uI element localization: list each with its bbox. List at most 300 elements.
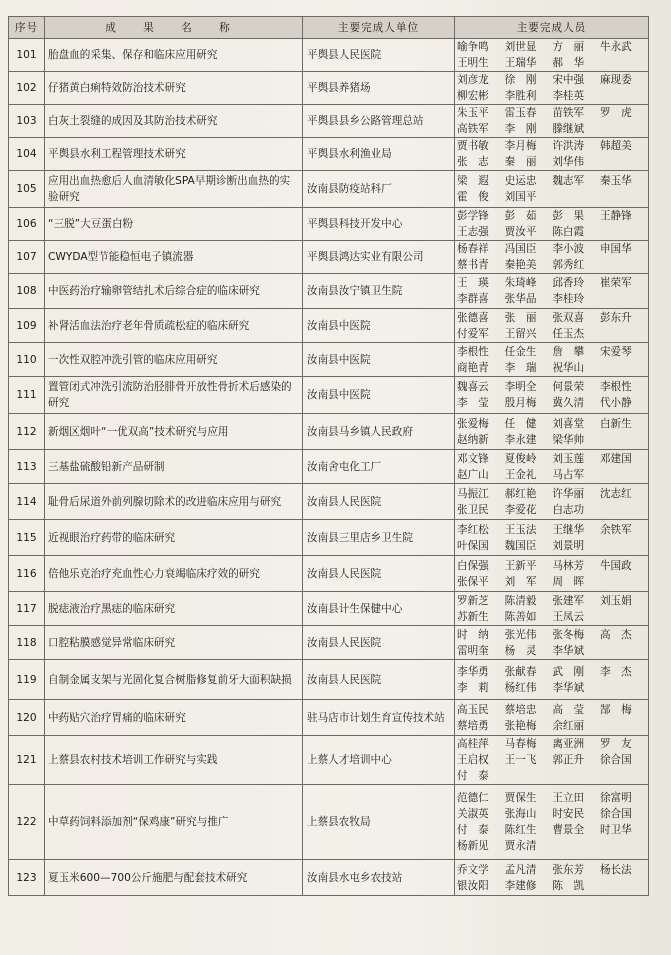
- person-name: 李 瑞: [504, 361, 537, 374]
- table-row: [9, 450, 649, 484]
- row-number: 119: [9, 660, 45, 700]
- empty-slot: [600, 88, 646, 104]
- person-name: 关淑英: [457, 808, 489, 820]
- people-line: [457, 538, 646, 554]
- completing-people: [455, 39, 649, 72]
- person-name: 张华品: [504, 293, 537, 305]
- people-line: [457, 291, 646, 307]
- person-name: 彭 果: [552, 210, 585, 222]
- person-name: 张卫民: [457, 503, 489, 516]
- person-name: 魏喜云: [457, 381, 489, 393]
- person-name: 白保强: [457, 559, 489, 572]
- empty-slot: [600, 574, 646, 590]
- completing-unit: 汝南舍屯化工厂: [303, 450, 455, 484]
- people-line: [457, 643, 646, 659]
- person-name: 滕继斌: [552, 123, 585, 135]
- person-name: 王静锋: [599, 210, 632, 222]
- completing-unit: 汝南县中医院: [303, 377, 455, 414]
- person-name: 刘世显: [504, 41, 537, 53]
- row-number: 109: [9, 309, 45, 343]
- row-number: 102: [9, 72, 45, 105]
- person-name: 李桂玲: [552, 293, 585, 305]
- empty-slot: [600, 224, 646, 240]
- people-line: [457, 241, 646, 257]
- people-line: [457, 121, 646, 137]
- empty-slot: [600, 154, 646, 170]
- person-name: 叶保国: [457, 539, 489, 552]
- table-row: [9, 626, 649, 660]
- person-name: 郜 梅: [599, 703, 632, 716]
- person-name: 沈志红: [599, 487, 632, 500]
- person-name: 李华勇: [457, 665, 489, 678]
- person-name: 杨新见: [457, 840, 489, 852]
- person-name: 郭秀红: [552, 259, 585, 271]
- header-row: [9, 17, 649, 39]
- achievement-title: 新烟区烟叶“一优双高”技术研究与应用: [45, 414, 303, 450]
- achievement-title: 白灰土裂缝的成因及其防治技术研究: [45, 105, 303, 138]
- person-name: 王启权: [457, 754, 489, 766]
- people-line: [457, 189, 646, 205]
- people-line: [457, 664, 646, 680]
- table-row: [9, 105, 649, 138]
- person-name: 宋爱琴: [599, 345, 632, 358]
- people-line: [457, 680, 646, 696]
- person-name: 高 莹: [552, 703, 585, 716]
- table-row: [9, 171, 649, 208]
- person-name: 陈清毅: [504, 594, 537, 607]
- person-name: 刘彦龙: [457, 74, 489, 86]
- person-name: 李华斌: [552, 681, 585, 694]
- person-name: 刘国平: [504, 191, 537, 203]
- person-name: 高 杰: [599, 628, 632, 641]
- person-name: 蔡培勇: [457, 719, 489, 732]
- person-name: 余铁军: [599, 523, 632, 536]
- empty-slot: [600, 55, 646, 71]
- completing-unit: 汝南县人民医院: [303, 556, 455, 592]
- people-line: [457, 257, 646, 273]
- person-name: 王瑞华: [504, 57, 537, 69]
- person-name: 张建军: [552, 594, 585, 607]
- person-name: 商艳青: [457, 361, 489, 374]
- completing-unit: 汝南县三里店乡卫生院: [303, 520, 455, 556]
- empty-slot: [600, 467, 646, 483]
- completing-people: [455, 309, 649, 343]
- person-name: 马振江: [457, 487, 489, 500]
- completing-people: [455, 860, 649, 896]
- people-line: [457, 224, 646, 240]
- person-name: 麻现委: [599, 74, 632, 86]
- person-name: 苗铁军: [552, 107, 585, 119]
- completing-unit: 汝南县中医院: [303, 343, 455, 377]
- people-line: [457, 862, 646, 878]
- person-name: 苏新生: [457, 610, 489, 623]
- achievement-title: 补肾活血法治疗老年骨质疏松症的临床研究: [45, 309, 303, 343]
- people-line: [457, 432, 646, 448]
- row-number: 103: [9, 105, 45, 138]
- person-name: 李根性: [457, 345, 489, 358]
- person-name: 李 莉: [457, 681, 489, 694]
- person-name: 申国华: [599, 243, 632, 255]
- person-name: 宋中强: [552, 74, 585, 86]
- person-name: 秦 丽: [504, 156, 537, 168]
- person-name: 代小静: [599, 397, 632, 409]
- completing-people: [455, 105, 649, 138]
- achievement-title: 脱痣液治疗黑痣的临床研究: [45, 592, 303, 626]
- person-name: 雷玉春: [504, 107, 537, 119]
- person-name: 徐富明: [599, 792, 632, 804]
- person-name: 夏俊岭: [504, 452, 537, 465]
- completing-people: [455, 450, 649, 484]
- person-name: 任 健: [504, 417, 537, 430]
- person-name: 任玉杰: [552, 327, 585, 340]
- person-name: 雷明奎: [457, 644, 489, 657]
- row-number: 104: [9, 138, 45, 171]
- person-name: 周 晖: [552, 575, 585, 588]
- completing-people: [455, 785, 649, 860]
- empty-slot: [600, 432, 646, 448]
- people-line: [457, 752, 646, 768]
- person-name: 白志功: [552, 503, 585, 516]
- people-line: [457, 416, 646, 432]
- person-name: 时 纳: [457, 628, 489, 641]
- table-row: [9, 785, 649, 860]
- empty-slot: [600, 768, 646, 784]
- person-name: 贾书敏: [457, 140, 489, 152]
- completing-unit: 上蔡县农牧局: [303, 785, 455, 860]
- person-name: 李 刚: [504, 123, 537, 135]
- person-name: 张 志: [457, 156, 489, 168]
- people-line: [457, 72, 646, 88]
- person-name: 赵广山: [457, 468, 489, 481]
- person-name: 刘景明: [552, 539, 585, 552]
- empty-slot: [552, 838, 598, 854]
- completing-people: [455, 171, 649, 208]
- achievements-table: [8, 16, 649, 896]
- empty-slot: [600, 360, 646, 376]
- people-line: [457, 105, 646, 121]
- person-name: 张艳梅: [504, 719, 537, 732]
- person-name: 梁 遐: [457, 175, 489, 187]
- achievement-title: 倍他乐克治疗充血性心力衰竭临床疗效的研究: [45, 556, 303, 592]
- person-name: 罗新芝: [457, 594, 489, 607]
- person-name: 高玉民: [457, 703, 489, 716]
- person-name: 彭 茹: [504, 210, 537, 222]
- completing-unit: 汝南县防疫站科厂: [303, 171, 455, 208]
- completing-people: [455, 484, 649, 520]
- people-line: [457, 790, 646, 806]
- person-name: 孟凡清: [504, 863, 537, 876]
- person-name: 李桂英: [552, 90, 585, 102]
- person-name: 王 瑛: [457, 277, 489, 289]
- completing-unit: 平舆县县乡公路管理总站: [303, 105, 455, 138]
- empty-slot: [600, 538, 646, 554]
- empty-slot: [600, 680, 646, 696]
- empty-slot: [600, 326, 646, 342]
- empty-slot: [600, 878, 646, 894]
- row-number: 121: [9, 736, 45, 785]
- person-name: 冯国臣: [504, 243, 537, 255]
- completing-unit: 汝南县计生保健中心: [303, 592, 455, 626]
- row-number: 122: [9, 785, 45, 860]
- people-line: [457, 736, 646, 752]
- person-name: 银汝阳: [457, 879, 489, 892]
- person-name: 张冬梅: [552, 628, 585, 641]
- completing-people: [455, 274, 649, 309]
- person-name: 喻争鸣: [457, 41, 489, 53]
- person-name: 许华丽: [552, 487, 585, 500]
- achievement-title: 胎盘血的采集、保存和临床应用研究: [45, 39, 303, 72]
- person-name: 李月梅: [504, 140, 537, 152]
- person-name: 张双喜: [552, 311, 585, 324]
- row-number: 105: [9, 171, 45, 208]
- person-name: 李小波: [552, 243, 585, 255]
- person-name: 余红丽: [552, 719, 585, 732]
- row-number: 117: [9, 592, 45, 626]
- person-name: 蔡培忠: [504, 703, 537, 716]
- person-name: 贾保生: [504, 792, 537, 804]
- people-line: [457, 627, 646, 643]
- people-line: [457, 486, 646, 502]
- table-row: [9, 241, 649, 274]
- completing-people: [455, 414, 649, 450]
- person-name: 冀久清: [552, 397, 585, 409]
- row-number: 111: [9, 377, 45, 414]
- achievement-title: 平舆县水利工程管理技术研究: [45, 138, 303, 171]
- person-name: 朱琦峰: [504, 277, 537, 289]
- achievement-title: 近视眼治疗药带的临床研究: [45, 520, 303, 556]
- person-name: 秦玉华: [599, 175, 632, 187]
- achievement-title: 置管闭式冲洗引流防治胫腓骨开放性骨折术后感染的研究: [45, 377, 303, 414]
- table-row: [9, 138, 649, 171]
- table-row: [9, 377, 649, 414]
- person-name: 李明全: [504, 381, 537, 393]
- person-name: 王凤云: [552, 610, 585, 623]
- row-number: 114: [9, 484, 45, 520]
- achievement-title: 口腔粘膜感觉异常临床研究: [45, 626, 303, 660]
- person-name: 李胜利: [504, 90, 537, 102]
- person-name: 王玉法: [504, 523, 537, 536]
- person-name: 徐 刚: [504, 74, 537, 86]
- person-name: 李 莹: [457, 397, 489, 409]
- table-row: [9, 860, 649, 896]
- achievement-title: 自制金属支架与光固化复合树脂修复前牙大面积缺损: [45, 660, 303, 700]
- table-row: [9, 484, 649, 520]
- person-name: 张光伟: [504, 628, 537, 641]
- person-name: 王一飞: [504, 754, 537, 766]
- table-row: [9, 414, 649, 450]
- table-row: [9, 72, 649, 105]
- person-name: 马占军: [552, 468, 585, 481]
- people-line: [457, 593, 646, 609]
- person-name: 王金礼: [504, 468, 537, 481]
- person-name: 杨长法: [599, 863, 632, 876]
- people-line: [457, 208, 646, 224]
- person-name: 梁华帅: [552, 433, 585, 446]
- achievement-title: 中草药饲料添加剂“保鸡康”研究与推广: [45, 785, 303, 860]
- row-number: 113: [9, 450, 45, 484]
- row-number: 106: [9, 208, 45, 241]
- person-name: 张海山: [504, 808, 537, 820]
- achievement-title: “三脱”大豆蛋白粉: [45, 208, 303, 241]
- empty-slot: [600, 189, 646, 205]
- header-no: 序号: [9, 17, 45, 39]
- achievement-title: 夏玉米600—700公斤施肥与配套技术研究: [45, 860, 303, 896]
- people-line: [457, 718, 646, 734]
- people-line: [457, 451, 646, 467]
- completing-unit: 汝南县中医院: [303, 309, 455, 343]
- person-name: 魏志军: [552, 175, 585, 187]
- person-name: 王明生: [457, 57, 489, 69]
- achievement-title: 耻骨后尿道外前列腺切除术的改进临床应用与研究: [45, 484, 303, 520]
- person-name: 付爱军: [457, 327, 489, 340]
- person-name: 武 刚: [552, 665, 585, 678]
- people-line: [457, 467, 646, 483]
- people-line: [457, 55, 646, 71]
- person-name: 蔡书青: [457, 259, 489, 271]
- person-name: 牛永武: [599, 41, 632, 53]
- person-name: 李根性: [599, 381, 632, 393]
- achievement-title: 一次性双腔冲洗引管的临床应用研究: [45, 343, 303, 377]
- person-name: 刘玉莲: [552, 452, 585, 465]
- achievement-title: 中医药治疗输卵管结扎术后综合症的临床研究: [45, 274, 303, 309]
- person-name: 牛国政: [599, 559, 632, 572]
- person-name: 李永建: [504, 433, 537, 446]
- people-line: [457, 609, 646, 625]
- person-name: 杨 灵: [504, 644, 537, 657]
- table-row: [9, 39, 649, 72]
- people-line: [457, 275, 646, 291]
- person-name: 刘 军: [504, 575, 537, 588]
- completing-people: [455, 72, 649, 105]
- table-row: [9, 309, 649, 343]
- people-line: [457, 88, 646, 104]
- completing-people: [455, 626, 649, 660]
- completing-unit: 平舆县水利渔业局: [303, 138, 455, 171]
- person-name: 李红松: [457, 523, 489, 536]
- person-name: 付 泰: [457, 770, 489, 782]
- person-name: 郭正升: [552, 754, 585, 766]
- empty-slot: [600, 121, 646, 137]
- people-line: [457, 379, 646, 395]
- person-name: 贾汝平: [504, 226, 537, 238]
- empty-slot: [600, 291, 646, 307]
- completing-people: [455, 343, 649, 377]
- people-line: [457, 395, 646, 411]
- achievement-title: 中药贴穴治疗胃痛的临床研究: [45, 700, 303, 736]
- person-name: 史运忠: [504, 175, 537, 187]
- person-name: 张爱梅: [457, 417, 489, 430]
- completing-unit: 汝南县人民医院: [303, 660, 455, 700]
- empty-slot: [600, 609, 646, 625]
- person-name: 邱香玲: [552, 277, 585, 289]
- completing-people: [455, 660, 649, 700]
- person-name: 白新生: [599, 417, 632, 430]
- people-line: [457, 39, 646, 55]
- person-name: 范德仁: [457, 792, 489, 804]
- row-number: 116: [9, 556, 45, 592]
- person-name: 朱玉平: [457, 107, 489, 119]
- empty-slot: [505, 768, 551, 784]
- row-number: 112: [9, 414, 45, 450]
- person-name: 韩超美: [599, 140, 632, 152]
- header-achievement: 成 果 名 称: [45, 17, 303, 39]
- person-name: 李建修: [504, 879, 537, 892]
- table-body: [9, 39, 649, 896]
- person-name: 方 丽: [552, 41, 585, 53]
- person-name: 高桂萍: [457, 738, 489, 750]
- person-name: 祝华山: [552, 361, 585, 374]
- person-name: 张保平: [457, 575, 489, 588]
- person-name: 王志强: [457, 226, 489, 238]
- row-number: 120: [9, 700, 45, 736]
- person-name: 邓建国: [599, 452, 632, 465]
- completing-people: [455, 520, 649, 556]
- person-name: 秦艳美: [504, 259, 537, 271]
- person-name: 彭东升: [599, 311, 632, 324]
- person-name: 李爱花: [504, 503, 537, 516]
- completing-unit: 平舆县科技开发中心: [303, 208, 455, 241]
- person-name: 马春梅: [504, 738, 537, 750]
- person-name: 何景荣: [552, 381, 585, 393]
- table-row: [9, 274, 649, 309]
- person-name: 罗 虎: [599, 107, 632, 119]
- person-name: 刘玉娟: [599, 594, 632, 607]
- person-name: 离亚洲: [552, 738, 585, 750]
- achievement-title: 仔猪黄白痢特效防治技术研究: [45, 72, 303, 105]
- person-name: 时卫华: [599, 824, 632, 836]
- empty-slot: [552, 768, 598, 784]
- person-name: 时安民: [552, 808, 585, 820]
- person-name: 张德喜: [457, 311, 489, 324]
- person-name: 彭学锋: [457, 210, 489, 222]
- person-name: 乔文学: [457, 863, 489, 876]
- row-number: 123: [9, 860, 45, 896]
- empty-slot: [600, 257, 646, 273]
- person-name: 郝 华: [552, 57, 585, 69]
- header-people: 主要完成人员: [455, 17, 649, 39]
- people-line: [457, 838, 646, 854]
- person-name: 陈红生: [504, 824, 537, 836]
- completing-people: [455, 700, 649, 736]
- person-name: 贾永清: [504, 840, 537, 852]
- person-name: 殷月梅: [504, 397, 537, 409]
- achievement-title: 应用出血热愈后人血清敏化SPA早期诊断出血热的实验研究: [45, 171, 303, 208]
- person-name: 刘喜堂: [552, 417, 585, 430]
- person-name: 付 泰: [457, 824, 489, 836]
- completing-unit: 汝南县水屯乡农技站: [303, 860, 455, 896]
- person-name: 郝红艳: [504, 487, 537, 500]
- empty-slot: [600, 643, 646, 659]
- completing-unit: 平舆县鸿达实业有限公司: [303, 241, 455, 274]
- people-line: [457, 310, 646, 326]
- person-name: 王留兴: [504, 327, 537, 340]
- completing-people: [455, 556, 649, 592]
- completing-unit: 汝南县汝宁镇卫生院: [303, 274, 455, 309]
- completing-people: [455, 241, 649, 274]
- completing-unit: 汝南县马乡镇人民政府: [303, 414, 455, 450]
- person-name: 陈白霞: [552, 226, 585, 238]
- person-name: 杨春祥: [457, 243, 489, 255]
- table-row: [9, 592, 649, 626]
- empty-slot: [600, 718, 646, 734]
- completing-people: [455, 592, 649, 626]
- person-name: 邓文锋: [457, 452, 489, 465]
- people-line: [457, 822, 646, 838]
- table-row: [9, 556, 649, 592]
- row-number: 118: [9, 626, 45, 660]
- person-name: 柳宏彬: [457, 90, 489, 102]
- table-row: [9, 660, 649, 700]
